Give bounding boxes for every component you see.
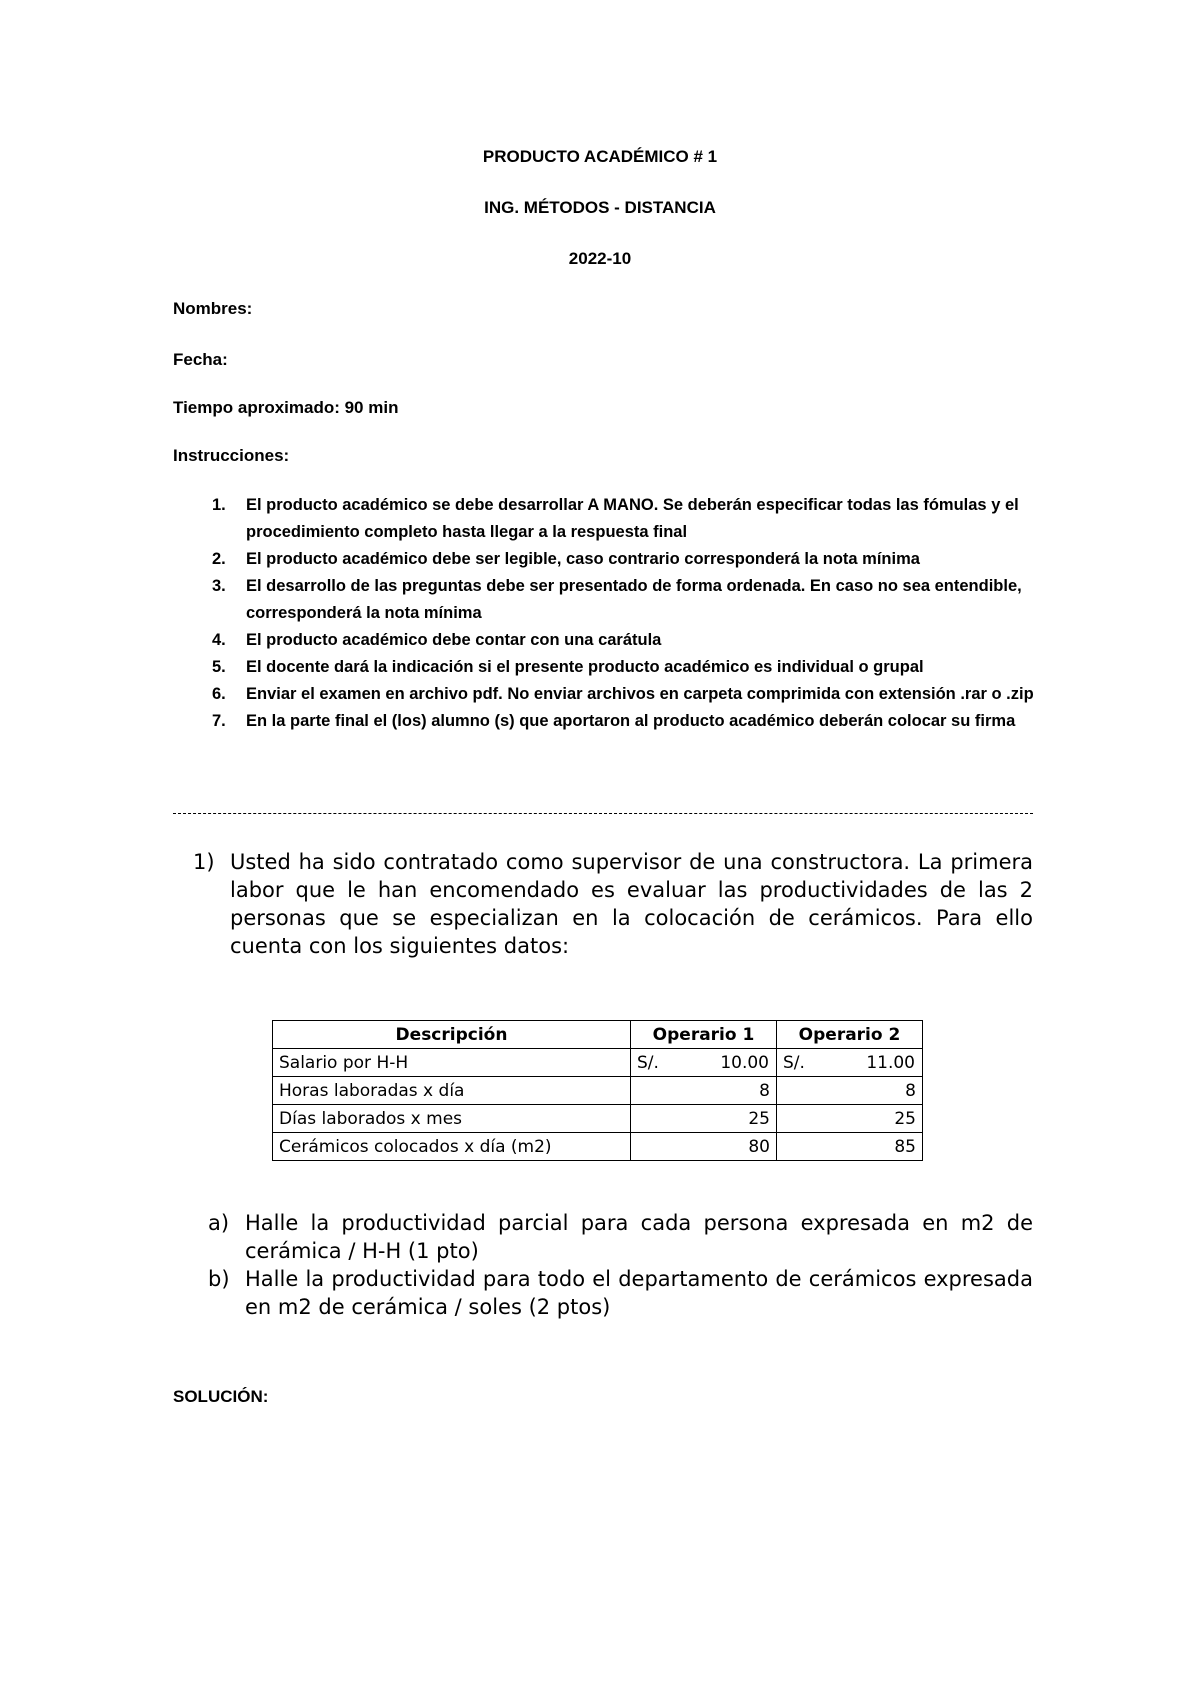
instruction-text: El docente dará la indicación si el presente producto académico es individual o grupal: [246, 658, 924, 676]
subquestion-text: Halle la productividad para todo el departamento de cerámicos expresada en m2 de cerámica / soles (2 ptos): [245, 1267, 1033, 1319]
cell-operario-2: 8: [777, 1077, 923, 1105]
row-label: Salario por H-H: [273, 1049, 631, 1077]
instructions-list: [212, 492, 1042, 735]
dashed-divider: [173, 813, 1033, 814]
cell-operario-1: 25: [631, 1105, 777, 1133]
row-label: Horas laboradas x día: [273, 1077, 631, 1105]
question-text: Usted ha sido contratado como supervisor de una constructora. La primera labor que le han encomendado es evaluar las productividades de las 2 personas que se especializan en la colocación de cerámicos. Para ello cuenta con los siguientes datos:: [230, 850, 1033, 958]
currency-symbol: S/.: [783, 1052, 805, 1073]
instruction-item: [212, 546, 1042, 573]
subquestion-b: [208, 1265, 1033, 1321]
document-title: PRODUCTO ACADÉMICO # 1: [482, 147, 718, 166]
instruction-number: 6.: [212, 685, 226, 703]
question-number: 1): [193, 850, 215, 874]
salary-amount: 10.00: [720, 1052, 769, 1073]
instruction-text: Enviar el examen en archivo pdf. No enviar archivos en carpeta comprimida con extensión .rar o .zip: [246, 685, 1034, 703]
course-subtitle: ING. MÉTODOS - DISTANCIA: [484, 198, 716, 217]
instruction-text: El producto académico se debe desarrollar A MANO. Se deberán especificar todas las fómulas y el procedimiento completo hasta llegar a la respuesta final: [246, 496, 1019, 541]
subquestion-label: b): [208, 1267, 230, 1291]
instruction-text: El desarrollo de las preguntas debe ser presentado de forma ordenada. En caso no sea entendible, corresponderá la nota mínima: [246, 577, 1022, 622]
instruction-number: 2.: [212, 550, 226, 568]
column-header-operario-2: Operario 2: [777, 1021, 923, 1049]
instruction-number: 1.: [212, 496, 226, 514]
question-1: [193, 848, 1033, 960]
instruction-item: [212, 627, 1042, 654]
cell-operario-1: 80: [631, 1133, 777, 1161]
row-label: Cerámicos colocados x día (m2): [273, 1133, 631, 1161]
table-row: [273, 1105, 923, 1133]
fecha-field-label: Fecha:: [173, 350, 228, 369]
instruction-number: 4.: [212, 631, 226, 649]
subquestion-text: Halle la productividad parcial para cada persona expresada en m2 de cerámica / H-H (1 pto): [245, 1211, 1033, 1263]
period-label: 2022-10: [568, 249, 632, 268]
operators-data-table: [272, 1020, 923, 1161]
instruction-item: [212, 654, 1042, 681]
solution-heading: SOLUCIÓN:: [173, 1387, 269, 1406]
instruction-text: En la parte final el (los) alumno (s) que aportaron al producto académico deberán colocar su firma: [246, 712, 1016, 730]
salary-cell-operario-2: [777, 1049, 923, 1077]
cell-operario-1: 8: [631, 1077, 777, 1105]
instruction-item: [212, 681, 1042, 708]
subquestion-label: a): [208, 1211, 230, 1235]
cell-operario-2: 85: [777, 1133, 923, 1161]
instruction-number: 5.: [212, 658, 226, 676]
row-label: Días laborados x mes: [273, 1105, 631, 1133]
instruction-item: [212, 492, 1042, 546]
table-row: [273, 1133, 923, 1161]
currency-symbol: S/.: [637, 1052, 659, 1073]
salary-amount: 11.00: [866, 1052, 915, 1073]
column-header-description: Descripción: [273, 1021, 631, 1049]
instruction-number: 3.: [212, 577, 226, 595]
table-row: [273, 1077, 923, 1105]
cell-operario-2: 25: [777, 1105, 923, 1133]
subquestion-a: [208, 1209, 1033, 1265]
table-header-row: [273, 1021, 923, 1049]
instructions-heading: Instrucciones:: [173, 446, 290, 465]
instruction-text: El producto académico debe ser legible, caso contrario corresponderá la nota mínima: [246, 550, 920, 568]
tiempo-label: Tiempo aproximado: 90 min: [173, 398, 399, 417]
salary-cell-operario-1: [631, 1049, 777, 1077]
instruction-item: [212, 573, 1042, 627]
table-row: [273, 1049, 923, 1077]
instruction-text: El producto académico debe contar con una carátula: [246, 631, 662, 649]
column-header-operario-1: Operario 1: [631, 1021, 777, 1049]
instruction-number: 7.: [212, 712, 226, 730]
instruction-item: [212, 708, 1042, 735]
nombres-field-label: Nombres:: [173, 299, 253, 318]
